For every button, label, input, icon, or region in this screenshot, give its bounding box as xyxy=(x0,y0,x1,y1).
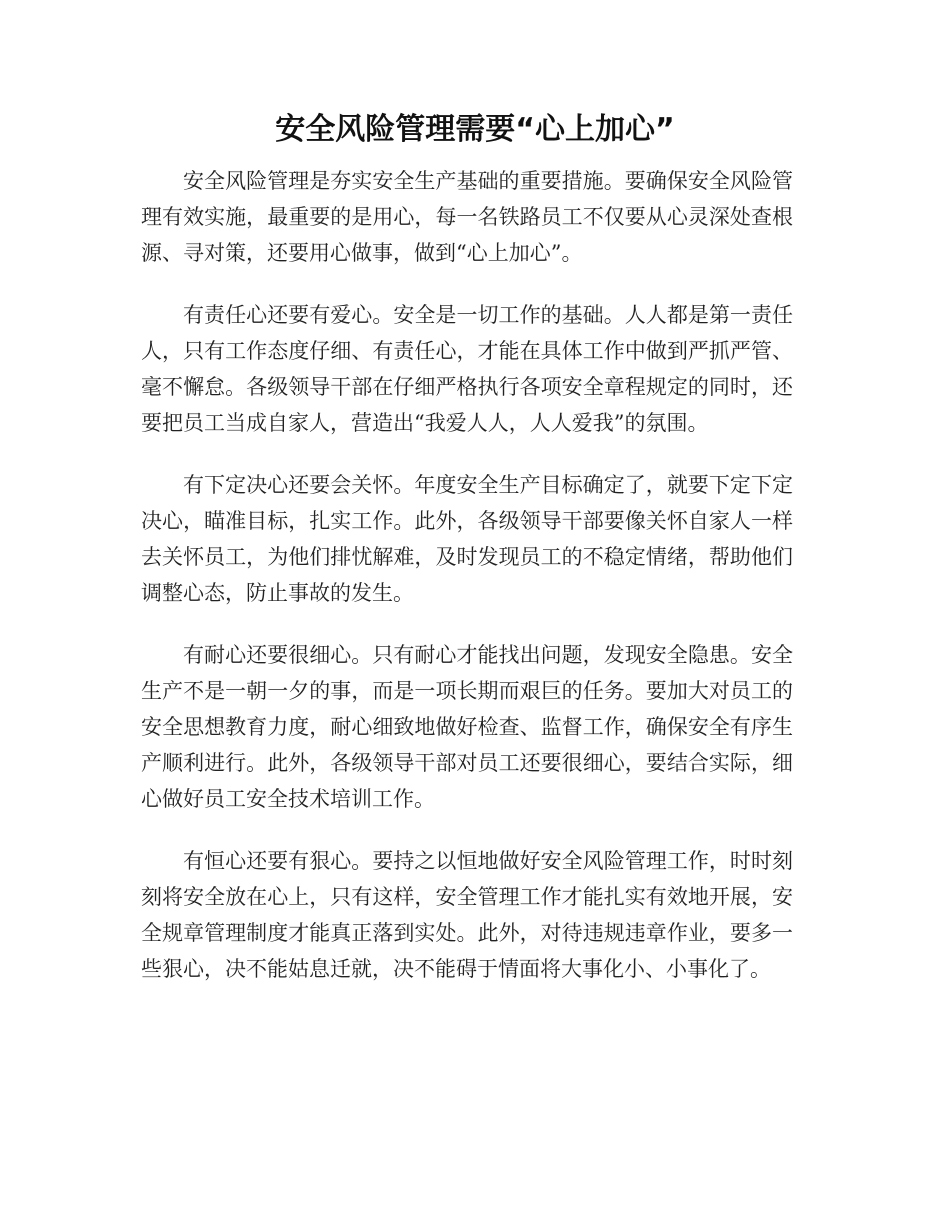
paragraph-2: 有责任心还要有爱心。安全是一切工作的基础。人人都是第一责任人，只有工作态度仔细、有责任心，才能在具体工作中做到严抓严管、毫不懈怠。各级领导干部在仔细严格执行各项安全章程规定的同时，还要把员工当成自家人，营造出“我爱人人，人人爱我”的氛围。 xyxy=(141,303,793,435)
paragraph-4: 有耐心还要很细心。只有耐心才能找出问题，发现安全隐患。安全生产不是一朝一夕的事，而是一项长期而艰巨的任务。要加大对员工的安全思想教育力度，耐心细致地做好检查、监督工作，确保安全有序生产顺利进行。此外，各级领导干部对员工还要很细心，要结合实际，细心做好员工安全技术培训工作。 xyxy=(141,643,793,811)
paragraph-1: 安全风险管理是夯实安全生产基础的重要措施。要确保安全风险管理有效实施，最重要的是用心，每一名铁路员工不仅要从心灵深处查根源、寻对策，还要用心做事，做到“心上加心”。 xyxy=(141,169,793,265)
document-body xyxy=(141,163,793,1013)
paragraph-3: 有下定决心还要会关怀。年度安全生产目标确定了，就要下定下定决心，瞄准目标，扎实工作。此外，各级领导干部要像关怀自家人一样去关怀员工，为他们排忧解难，及时发现员工的不稳定情绪，帮助他们调整心态，防止事故的发生。 xyxy=(141,473,793,605)
document-title: 安全风险管理需要“心上加心” xyxy=(275,112,675,147)
paragraph-5: 有恒心还要有狠心。要持之以恒地做好安全风险管理工作，时时刻刻将安全放在心上，只有这样，安全管理工作才能扎实有效地开展，安全规章管理制度才能真正落到实处。此外，对待违规违章作业，要多一些狠心，决不能姑息迁就，决不能碍于情面将大事化小、小事化了。 xyxy=(141,849,793,981)
